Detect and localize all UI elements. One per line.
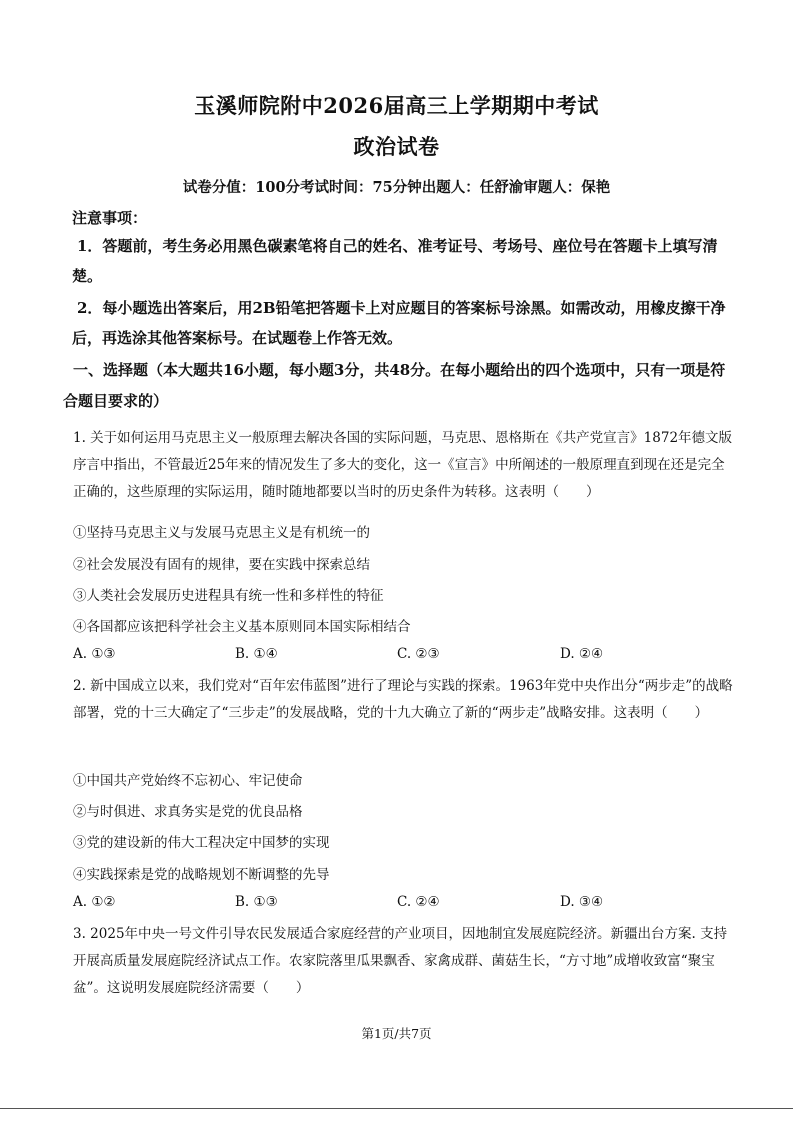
question-2-stem: 2. 新中国成立以来，我们党对“百年宏伟蓝图”进行了理论与实践的探索。1963年党中央作出分“两步走”的战略部署，党的十三大确定了“三步走”的发展战略，党的十九大确立了新的“两步走”战略安排。这表明（ ） [73,678,733,721]
question-2-option-1: ①中国共产党始终不忘初心、牢记使命 [73,773,303,789]
bottom-divider [0,1108,793,1109]
question-2-option-2: ②与时俱进、求真务实是党的优良品格 [73,804,303,820]
exam-subject: 政治试卷 [353,134,440,159]
question-2-choice-b: B. ①③ [235,894,278,910]
notice-item-2: 2．每小题选出答案后，用2B铅笔把答题卡上对应题目的答案标号涂黑。如需改动，用橡皮擦干净后，再选涂其他答案标号。在试题卷上作答无效。 [72,299,726,347]
question-2-option-3: ③党的建设新的伟大工程决定中国梦的实现 [73,835,330,851]
question-1-choice-b: B. ①④ [235,646,278,662]
notice-heading: 注意事项： [72,209,148,227]
question-1-option-2: ②社会发展没有固有的规律，要在实践中探索总结 [73,557,370,573]
question-2-choice-a: A. ①② [73,894,116,910]
page-number: 第1页/共7页 [361,1026,432,1041]
question-1-option-4: ④各国都应该把科学社会主义基本原则同本国实际相结合 [73,619,411,635]
section-heading: 一、选择题（本大题共16小题，每小题3分，共48分。在每小题给出的四个选项中，只有一项是符合题目要求的） [63,361,726,410]
question-1-stem: 1. 关于如何运用马克思主义一般原理去解决各国的实际问题，马克思、恩格斯在《共产党宣言》1872年德文版序言中指出，不管最近25年来的情况发生了多大的变化，这一《宣言》中所阐述的一般原理直到现在还是完全正确的，这些原理的实际运用，随时随地都要以当时的历史条件为转移。这表明（ ） [73,430,733,500]
question-3-stem: 3. 2025年中央一号文件引导农民发展适合家庭经营的产业项目，因地制宜发展庭院经济。新疆出台方案. 支持开展高质量发展庭院经济试点工作。农家院落里瓜果飘香、家禽成群、菌菇生长，“方寸地”成增收致富“聚宝盆”。这说明发展庭院经济需要（ ） [73,926,728,996]
question-1-choice-d: D. ②④ [560,646,604,662]
question-2-choice-c: C. ②④ [397,894,440,910]
question-1-choice-a: A. ①③ [73,646,116,662]
question-2-option-4: ④实践探索是党的战略规划不断调整的先导 [73,867,330,883]
question-1-option-1: ①坚持马克思主义与发展马克思主义是有机统一的 [73,525,370,541]
exam-meta: 试卷分值：100分考试时间：75分钟出题人：任舒渝审题人：保艳 [182,179,611,196]
exam-title: 玉溪师院附中2026届高三上学期期中考试 [194,93,599,118]
question-1-option-3: ③人类社会发展历史进程具有统一性和多样性的特征 [73,588,384,604]
question-2-choice-d: D. ③④ [560,894,604,910]
question-1-choice-c: C. ②③ [397,646,440,662]
notice-item-1: 1．答题前，考生务必用黑色碳素笔将自己的姓名、准考证号、考场号、座位号在答题卡上填写清楚。 [72,237,718,285]
